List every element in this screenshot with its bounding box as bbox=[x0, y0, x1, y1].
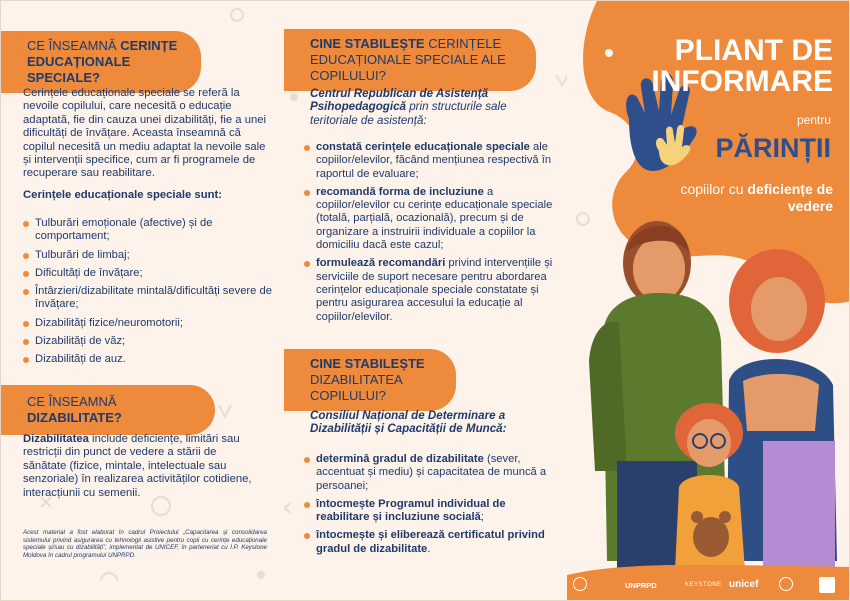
bullet-icon bbox=[23, 253, 29, 259]
bullet-icon bbox=[23, 271, 29, 277]
cndd-duties-list bbox=[304, 453, 554, 561]
section-head-normal: CE ÎNSEAMNĂ bbox=[27, 394, 117, 409]
duty-bold: determină gradul de dizabilitate bbox=[316, 453, 484, 465]
cover-title-line1: PLIANT DE bbox=[674, 34, 833, 67]
section-head-cine-dizabilitate bbox=[284, 349, 456, 411]
list-item bbox=[304, 498, 554, 525]
duty-text: privind intervențiile și serviciile de suport necesare pentru abordarea cerințelor educaționale speciale constatate și pentru asigurarea accesului la educație al copiilor/elevilor. bbox=[316, 257, 553, 323]
duty-text: . bbox=[427, 542, 431, 555]
list-item-text: Tulburări de limbaj; bbox=[35, 248, 130, 261]
list-item bbox=[23, 317, 273, 330]
duty-bold: întocmește Programul individual de reabilitare și incluziune socială bbox=[316, 497, 506, 524]
bullet-icon bbox=[23, 321, 29, 327]
capp-intro-text: prin structurile sale teritoriale de asistență: bbox=[310, 100, 507, 127]
cover-subtitle bbox=[643, 181, 833, 215]
capp-name: Centrul Republican de Asistență Psihopedagogică bbox=[310, 87, 489, 114]
bullet-icon bbox=[23, 221, 29, 227]
list-item-text: Dizabilități de auz. bbox=[35, 353, 126, 366]
bullet-icon bbox=[304, 502, 310, 508]
section-head-dizabilitate bbox=[1, 385, 215, 435]
list-item bbox=[23, 285, 273, 312]
section-head-bold: CINE STABILEȘTE bbox=[310, 36, 425, 51]
duty-text: a copiilor/elevilor cu cerințe educaționale speciale (totală, parțială, ocazională), precum și de organizare a instruirii individuale a copiilor la domiciliu dacă este cazul; bbox=[316, 185, 553, 252]
bullet-icon bbox=[23, 289, 29, 295]
list-item bbox=[304, 186, 556, 252]
duty-bold: recomandă forma de incluziune bbox=[316, 185, 484, 198]
list-item-text: Dificultăți de învățare; bbox=[35, 266, 143, 279]
section-head-normal: CERINȚELE EDUCAȚIONALE SPECIALE ALE COPILULUI? bbox=[310, 36, 506, 83]
dizabilitate-term: Dizabilitatea bbox=[23, 433, 89, 445]
bullet-icon bbox=[23, 339, 29, 345]
list-item bbox=[23, 267, 273, 280]
bullet-icon bbox=[304, 457, 310, 463]
cover-title bbox=[651, 35, 833, 97]
section-head-ces bbox=[1, 31, 201, 93]
section-head-bold: DIZABILITATE? bbox=[27, 410, 122, 425]
un-emblem-icon bbox=[779, 577, 793, 591]
logo-keystone: KEYSTONE bbox=[685, 582, 722, 588]
list-item bbox=[23, 335, 273, 348]
bullet-icon bbox=[304, 190, 310, 196]
dizabilitate-definition bbox=[23, 433, 259, 500]
bullet-icon bbox=[304, 533, 310, 539]
duty-bold: întocmește și eliberează certificatul privind gradul de dizabilitate bbox=[316, 529, 545, 555]
bullet-icon bbox=[304, 261, 310, 267]
list-item bbox=[23, 217, 273, 244]
section-head-bold: CERINȚE EDUCAȚIONALE SPECIALE? bbox=[27, 38, 178, 85]
cover-panel bbox=[567, 1, 850, 601]
list-item-text: Dizabilități fizice/neuromotorii; bbox=[35, 316, 183, 329]
left-panel bbox=[1, 1, 284, 601]
duty-bold: formulează recomandări bbox=[316, 257, 446, 270]
list-item bbox=[304, 453, 554, 493]
duty-text: (sever, accentuat și mediu) și capacitatea de muncă a persoanei; bbox=[316, 453, 547, 492]
cover-pentru: pentru bbox=[796, 113, 831, 127]
list-item-text: Tulburări emoționale (afective) și de comportament; bbox=[35, 217, 213, 243]
undp-logo-icon bbox=[819, 577, 835, 593]
cndd-intro: Consiliul Național de Determinare a Dizabilității și Capacității de Muncă: bbox=[310, 409, 507, 436]
cover-subtitle-normal: copiilor cu bbox=[680, 181, 748, 197]
section-head-normal: CE ÎNSEAMNĂ bbox=[27, 38, 121, 53]
logo-unicef: unicef bbox=[729, 579, 759, 590]
family-illustration-icon bbox=[589, 221, 837, 571]
duty-bold: constată cerințele educaționale speciale bbox=[316, 141, 530, 153]
cover-subtitle-bold: deficiențe de vedere bbox=[747, 181, 833, 214]
section-head-bold: CINE STABILEȘTE bbox=[310, 356, 425, 371]
ces-list-heading: Cerințele educaționale speciale sunt: bbox=[23, 189, 223, 201]
list-item bbox=[23, 249, 273, 262]
list-item-text: Dizabilități de văz; bbox=[35, 335, 126, 348]
list-item bbox=[304, 141, 556, 181]
footer-wave bbox=[567, 561, 850, 601]
bullet-icon bbox=[23, 357, 29, 363]
list-item bbox=[304, 529, 554, 556]
cover-parinti: PĂRINȚII bbox=[715, 133, 831, 163]
duty-text: ; bbox=[480, 511, 484, 524]
ces-list bbox=[23, 217, 273, 372]
ces-definition: Cerințele educaționale speciale se referă la nevoile copilului, care necesită o educație adaptată, fie din cauza unei dizabilități, fie a unei dificultăți de învățare. Aceasta înseamnă că copilul necesită un mediu adaptat la nevoile sale și intervenții specifice, cum ar fi programele de recuperare sau reabilitare. bbox=[23, 87, 267, 180]
duty-text: ale copiilor/elevilor, făcând mențiunea respectivă în raportul de evaluare; bbox=[316, 141, 552, 180]
section-head-normal: DIZABILITATEA COPILULUI? bbox=[310, 372, 402, 403]
dizabilitate-text: include deficiențe, limitări sau restricții din punct de vedere a stării de sănătate (fizice, mintale, intelectuale sau senzoriale) în realizarea activităților cotidiene, interacțiunii cu semenii. bbox=[23, 433, 252, 499]
list-item bbox=[304, 257, 556, 323]
emblem-logo-icon bbox=[573, 577, 587, 591]
capp-intro bbox=[310, 87, 550, 127]
list-item bbox=[23, 353, 273, 366]
project-footnote: Acest material a fost elaborat în cadrul Proiectului „Capacitarea și consolidarea sistemului privind asigurarea cu tehnologii asistive pentru copii cu cerințe educaționale speciale și/sau cu dizabilități”, implementat de UNICEF, în parteneriat cu I.P. Keystone Moldova în cadrul programului UNPRPD. bbox=[23, 529, 267, 559]
logo-unprpd: UNPRPD bbox=[625, 581, 657, 590]
cover-title-line2: INFORMARE bbox=[651, 65, 833, 98]
bullet-icon bbox=[304, 145, 310, 151]
list-item-text: Întârzieri/dizabilitate mintală/dificultăți severe de învățare; bbox=[35, 285, 272, 311]
section-head-cine-ces bbox=[284, 29, 536, 91]
middle-panel bbox=[284, 1, 567, 601]
capp-duties-list bbox=[304, 141, 556, 329]
